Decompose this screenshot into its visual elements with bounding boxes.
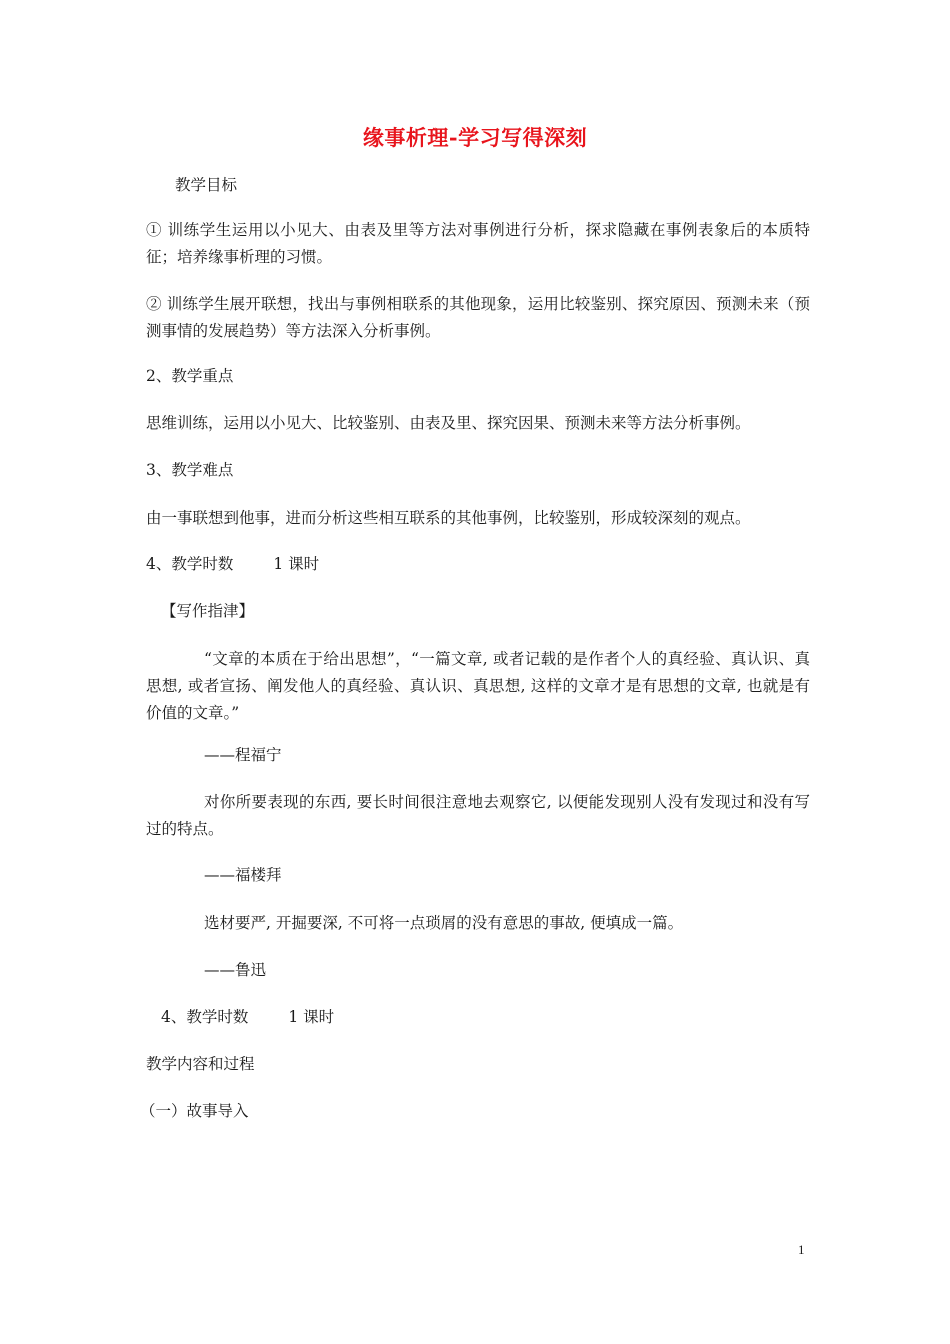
quote-1: “文章的本质在于给出思想”，“一篇文章, 或者记载的是作者个人的真经验、真认识、真思想, 或者宣扬、阐发他人的真经验、真认识、真思想, 这样的文章才是有思想的文章, 也就是有价值的文章。” xyxy=(146,650,810,722)
key-points-text: 思维训练，运用以小见大、比较鉴别、由表及里、探究因果、预测未来等方法分析事例。 xyxy=(146,414,751,432)
hours-value: 1 课时 xyxy=(273,555,320,573)
writing-guide-heading: 【写作指津】 xyxy=(161,602,255,620)
teaching-hours-1 xyxy=(146,551,319,578)
section-story-intro: （一）故事导入 xyxy=(140,1102,249,1120)
quote-2: 对你所要表现的东西, 要长时间很注意地去观察它, 以便能发现别人没有发现过和没有写过的特点。 xyxy=(146,793,810,838)
hours-value: 1 课时 xyxy=(288,1008,335,1026)
content-heading: 教学内容和过程 xyxy=(146,1055,255,1073)
objective-1: ① 训练学生运用以小见大、由表及里等方法对事例进行分析，探求隐藏在事例表象后的本质特征；培养缘事析理的习惯。 xyxy=(146,221,810,266)
key-points-heading: 2、教学重点 xyxy=(146,367,234,385)
quote-3-author: ——鲁迅 xyxy=(204,961,267,979)
teaching-hours-2 xyxy=(161,1004,334,1031)
objectives-heading: 教学目标 xyxy=(175,176,238,194)
difficulties-text: 由一事联想到他事，进而分析这些相互联系的其他事例，比较鉴别，形成较深刻的观点。 xyxy=(146,509,751,527)
difficulties-heading: 3、教学难点 xyxy=(146,461,234,479)
quote-1-author: ——程福宁 xyxy=(204,746,282,764)
quote-3: 选材要严, 开掘要深, 不可将一点琐屑的没有意思的事故, 便填成一篇。 xyxy=(204,914,684,932)
page-number: 1 xyxy=(798,1242,805,1257)
quote-2-author: ——福楼拜 xyxy=(204,866,282,884)
objective-2: ② 训练学生展开联想，找出与事例相联系的其他现象，运用比较鉴别、探究原因、预测未来（预测事情的发展趋势）等方法深入分析事例。 xyxy=(146,295,810,340)
document-title: 缘事析理-学习写得深刻 xyxy=(362,125,588,150)
hours-label: 4、教学时数 xyxy=(161,1008,249,1026)
hours-label: 4、教学时数 xyxy=(146,555,234,573)
